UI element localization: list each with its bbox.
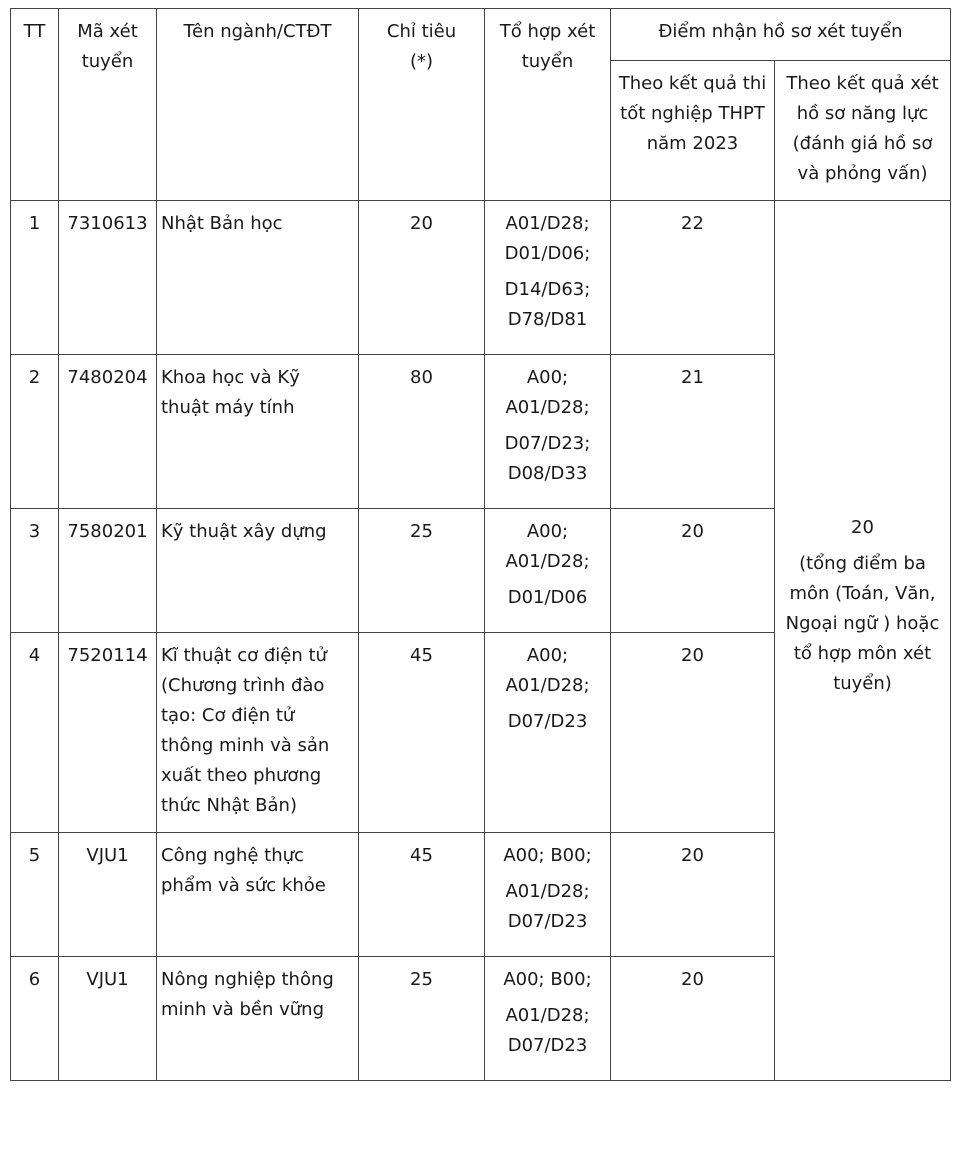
profile-score-note: tuyển) <box>833 672 892 694</box>
row-combo: A00; B00; A01/D28; D07/D23 <box>485 833 611 957</box>
row-code: VJU1 <box>59 833 157 957</box>
header-profile: Theo kết quả xét hồ sơ năng lực (đánh giá hồ sơ và phỏng vấn) <box>775 61 951 201</box>
row-combo: A00; A01/D28; D07/D23; D08/D33 <box>485 355 611 509</box>
row-combo: A00; A01/D28; D01/D06 <box>485 509 611 633</box>
row-quota: 45 <box>359 633 485 833</box>
row-quota: 80 <box>359 355 485 509</box>
row-quota: 25 <box>359 957 485 1081</box>
header-code: Mã xét tuyển <box>59 9 157 201</box>
row-major: Kĩ thuật cơ điện tử (Chương trình đào tạo: Cơ điện tử thông minh và sản xuất theo phương thức Nhật Bản) <box>157 633 359 833</box>
row-major: Kỹ thuật xây dựng <box>157 509 359 633</box>
profile-score-note: tổ hợp môn xét <box>793 642 932 664</box>
row-major: Công nghệ thực phẩm và sức khỏe <box>157 833 359 957</box>
row-thpt-score: 20 <box>611 957 775 1081</box>
header-thpt: Theo kết quả thi tốt nghiệp THPT năm 2023 <box>611 61 775 201</box>
profile-score-note: Ngoại ngữ ) hoặc <box>785 612 940 634</box>
table-body <box>11 201 951 1081</box>
row-combo: A01/D28; D01/D06; D14/D63; D78/D81 <box>485 201 611 355</box>
row-code: 7520114 <box>59 633 157 833</box>
row-quota: 25 <box>359 509 485 633</box>
row-thpt-score: 20 <box>611 833 775 957</box>
row-code: 7310613 <box>59 201 157 355</box>
row-major: Khoa học và Kỹ thuật máy tính <box>157 355 359 509</box>
row-thpt-score: 20 <box>611 633 775 833</box>
table-row <box>11 201 951 355</box>
header-major: Tên ngành/CTĐT <box>157 9 359 201</box>
row-code: VJU1 <box>59 957 157 1081</box>
row-tt: 3 <box>11 509 59 633</box>
row-quota: 45 <box>359 833 485 957</box>
row-code: 7580201 <box>59 509 157 633</box>
row-thpt-score: 21 <box>611 355 775 509</box>
profile-score-note: môn (Toán, Văn, <box>789 582 936 604</box>
row-thpt-score: 22 <box>611 201 775 355</box>
row-major: Nhật Bản học <box>157 201 359 355</box>
row-major: Nông nghiệp thông minh và bền vững <box>157 957 359 1081</box>
header-tt: TT <box>11 9 59 201</box>
row-combo: A00; B00; A01/D28; D07/D23 <box>485 957 611 1081</box>
row-tt: 4 <box>11 633 59 833</box>
header-quota: Chỉ tiêu (*) <box>359 9 485 201</box>
row-code: 7480204 <box>59 355 157 509</box>
row-tt: 5 <box>11 833 59 957</box>
row-quota: 20 <box>359 201 485 355</box>
profile-score-value: 20 <box>851 516 874 538</box>
header-threshold-group: Điểm nhận hồ sơ xét tuyển <box>611 9 951 61</box>
profile-score-merged <box>775 201 951 1081</box>
row-combo: A00; A01/D28; D07/D23 <box>485 633 611 833</box>
header-combo: Tổ hợp xét tuyển <box>485 9 611 201</box>
row-tt: 1 <box>11 201 59 355</box>
row-thpt-score: 20 <box>611 509 775 633</box>
row-tt: 6 <box>11 957 59 1081</box>
row-tt: 2 <box>11 355 59 509</box>
admissions-table <box>10 8 951 1081</box>
profile-score-note: (tổng điểm ba <box>799 552 926 574</box>
